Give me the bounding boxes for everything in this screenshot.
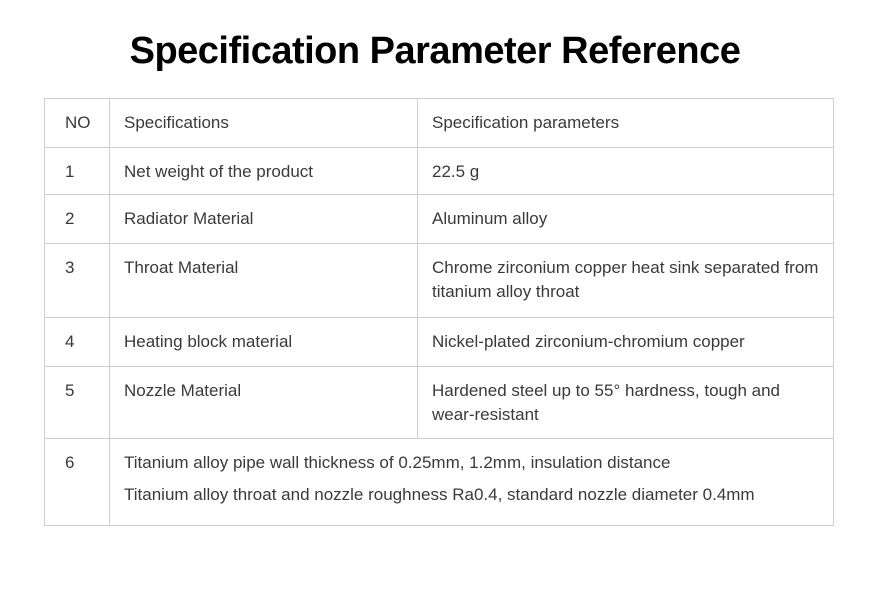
table-header-row: [45, 99, 834, 148]
spec-table: [44, 98, 834, 526]
header-parameters: Specification parameters: [418, 99, 834, 148]
row-number: 6: [45, 439, 110, 526]
row-number: 5: [45, 367, 110, 439]
row-specification: Nozzle Material: [110, 367, 418, 439]
header-no: NO: [45, 99, 110, 148]
row-parameter: Aluminum alloy: [418, 195, 834, 244]
table-row: [45, 148, 834, 195]
row-parameter: Nickel-plated zirconium-chromium copper: [418, 318, 834, 367]
row-specification: Throat Material: [110, 244, 418, 318]
table-row: [45, 318, 834, 367]
row-number: 1: [45, 148, 110, 195]
table-row: [45, 367, 834, 439]
note-line: Titanium alloy throat and nozzle roughness Ra0.4, standard nozzle diameter 0.4mm: [124, 485, 755, 504]
header-specifications: Specifications: [110, 99, 418, 148]
table-row-note: [45, 439, 834, 526]
row-parameter: Chrome zirconium copper heat sink separated from titanium alloy throat: [418, 244, 834, 318]
row-number: 3: [45, 244, 110, 318]
table-row: [45, 244, 834, 318]
row-number: 4: [45, 318, 110, 367]
table-row: [45, 195, 834, 244]
row-parameter: 22.5 g: [418, 148, 834, 195]
page-title: Specification Parameter Reference: [129, 30, 741, 72]
row-specification: Net weight of the product: [110, 148, 418, 195]
row-specification: Heating block material: [110, 318, 418, 367]
note-line: Titanium alloy pipe wall thickness of 0.25mm, 1.2mm, insulation distance: [124, 453, 671, 472]
row-note: [110, 439, 834, 526]
row-specification: Radiator Material: [110, 195, 418, 244]
row-number: 2: [45, 195, 110, 244]
row-parameter: Hardened steel up to 55° hardness, tough and wear-resistant: [418, 367, 834, 439]
